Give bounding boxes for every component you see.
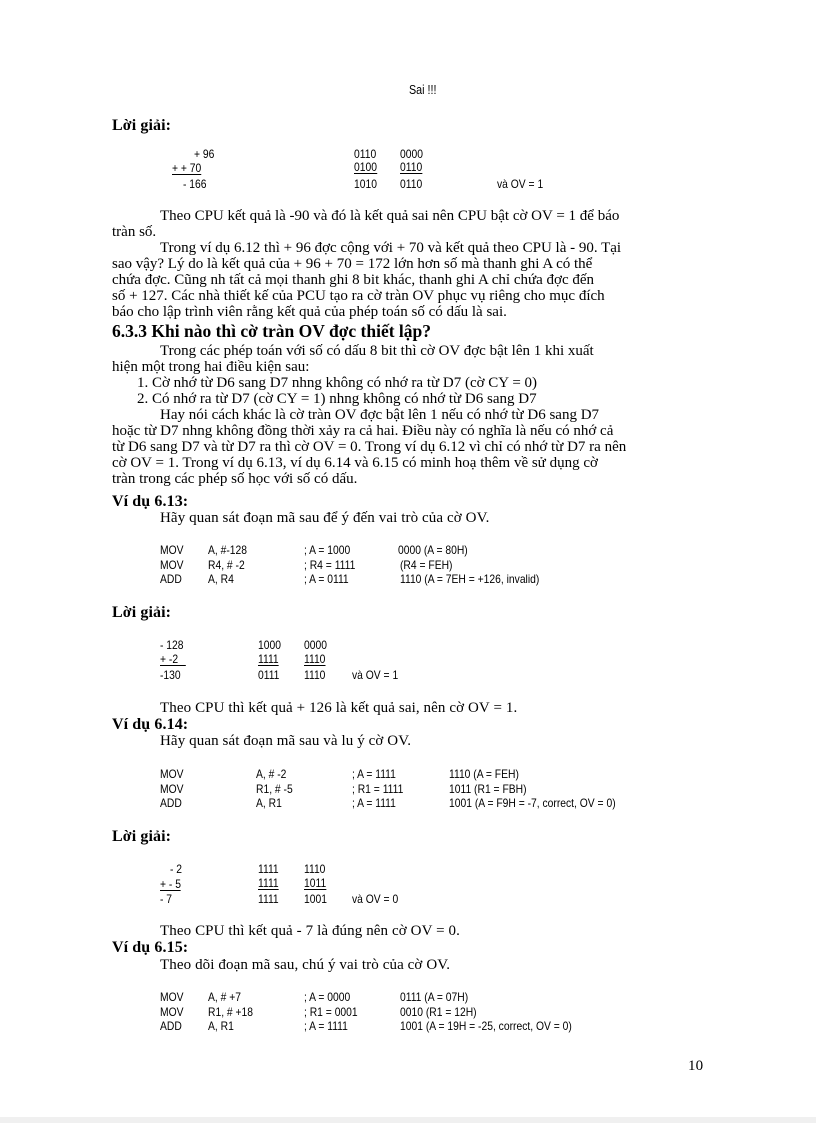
sol3-bin1-3: 1111 [258, 892, 279, 906]
page-number: 10 [688, 1058, 704, 1074]
example-6-15-desc: Theo dõi đoạn mã sau, chú ý vai trò của cờ OV. [160, 957, 451, 973]
code-args: A, #-128 [208, 543, 248, 557]
sol2-bin2-1: 0000 [304, 638, 327, 652]
sol2-dec-line-1: - 128 [160, 638, 184, 652]
sol3-bin2-2: 1011 [304, 876, 327, 890]
code-args: A, R4 [208, 572, 234, 586]
code-comment-tail: 1011 (R1 = FBH) [449, 782, 527, 796]
sol1-bin2-2: 0110 [400, 160, 423, 174]
sol2-dec-line-2: + -2 [160, 653, 186, 666]
code-op: ADD [160, 796, 182, 810]
code-comment: ; A = 1000 [304, 543, 351, 557]
code-op: MOV [160, 782, 184, 796]
code-op: MOV [160, 767, 184, 781]
sol2-bin2-2: 1110 [304, 652, 326, 666]
code-comment: ; A = 0000 [304, 990, 351, 1004]
sol1-dec-line-1: + 96 [194, 147, 215, 161]
code-comment-tail: 0000 (A = 80H) [398, 543, 468, 557]
section-title: 6.3.3 Khi nào thì cờ tràn OV đợc thiết lập? [112, 321, 432, 341]
sol3-dec-line-3: - 7 [160, 892, 173, 906]
sol1-dec-line-3: - 166 [183, 177, 207, 191]
sol2-bin1-3: 0111 [258, 668, 280, 682]
code-args: R1, # +18 [208, 1005, 254, 1019]
example-6-14-title: Ví dụ 6.14: [112, 716, 189, 733]
code-args: A, R1 [208, 1019, 234, 1033]
paragraph-3: Trong các phép toán với số có dấu 8 bit thì cờ OV đợc bật lên 1 khi xuất hiện một trong hai điều kiện sau: [112, 343, 594, 375]
code-comment-tail: 1110 (A = 7EH = +126, invalid) [400, 572, 540, 586]
condition-2: 2. Có nhớ ra từ D7 (cờ CY = 1) nhng không có nhớ từ D6 sang D7 [137, 391, 537, 407]
condition-1: 1. Cờ nhớ từ D6 sang D7 nhng không có nhớ ra từ D7 (cờ CY = 0) [137, 375, 538, 391]
sol1-bin2-1: 0000 [400, 147, 423, 161]
sol3-bin1-1: 1111 [258, 862, 279, 876]
solution-3-title: Lời giải: [112, 828, 172, 845]
page-edge [0, 1117, 816, 1123]
sol2-result: và OV = 1 [352, 668, 399, 682]
code-comment: ; A = 1111 [304, 1019, 348, 1033]
sol1-bin1-1: 0110 [354, 147, 377, 161]
code-op: ADD [160, 1019, 182, 1033]
sol1-bin1-3: 1010 [354, 177, 377, 191]
paragraph-1: Theo CPU kết quả là -90 và đó là kết quả sai nên CPU bật cờ OV = 1 để báo tràn số. [112, 208, 620, 240]
solution-1-title: Lời giải: [112, 117, 172, 134]
example-6-15-title: Ví dụ 6.15: [112, 939, 189, 956]
code-args: A, # +7 [208, 990, 242, 1004]
sol3-dec-line-2: + - 5 [160, 877, 181, 891]
code-comment: ; R1 = 0001 [304, 1005, 358, 1019]
sol2-bin1-1: 1000 [258, 638, 281, 652]
code-comment: ; A = 0111 [304, 572, 349, 586]
sol1-bin1-2: 0100 [354, 160, 377, 174]
code-comment: ; A = 1111 [352, 796, 396, 810]
code-comment-tail: 1110 (A = FEH) [449, 767, 519, 781]
code-args: R1, # -5 [256, 782, 293, 796]
sol3-dec-line-1: - 2 [170, 862, 183, 876]
code-comment: ; R1 = 1111 [352, 782, 404, 796]
paragraph-5: Theo CPU thì kết quả + 126 là kết quả sai, nên cờ OV = 1. [160, 700, 518, 716]
sol2-dec-line-3: -130 [160, 668, 181, 682]
code-comment-tail: 1001 (A = F9H = -7, correct, OV = 0) [449, 796, 616, 810]
sol2-bin1-2: 1111 [258, 652, 279, 666]
code-args: A, # -2 [256, 767, 287, 781]
example-6-13-title: Ví dụ 6.13: [112, 493, 189, 510]
paragraph-4: Hay nói cách khác là cờ tràn OV đợc bật lên 1 nếu có nhớ từ D6 sang D7 hoặc từ D7 nhng không đồng thời xảy ra cả hai. Điều này có nghĩa là nếu có nhớ cả từ D6 sang D7 và từ D7 ra thì cờ OV = 0. Trong ví dụ 6.12 vì chỉ có nhớ từ D7 ra nên cờ OV = 1. Trong ví dụ 6.13, ví dụ 6.14 và 6.15 có minh hoạ thêm về sử dụng cờ tràn trong các phép số học với số có dấu. [112, 407, 627, 487]
example-6-13-desc: Hãy quan sát đoạn mã sau để ý đến vai trò của cờ OV. [160, 510, 490, 526]
code-comment-tail: 0111 (A = 07H) [400, 990, 469, 1004]
code-op: MOV [160, 558, 184, 572]
sol3-result: và OV = 0 [352, 892, 399, 906]
sol2-bin2-3: 1110 [304, 668, 326, 682]
code-comment-tail: 1001 (A = 19H = -25, correct, OV = 0) [400, 1019, 572, 1033]
sol3-bin2-1: 1110 [304, 862, 326, 876]
code-op: ADD [160, 572, 182, 586]
example-6-14-desc: Hãy quan sát đoạn mã sau và lu ý cờ OV. [160, 733, 412, 749]
code-args: R4, # -2 [208, 558, 245, 572]
sol3-bin1-2: 1111 [258, 876, 279, 890]
header-note: Sai !!! [409, 83, 437, 97]
code-comment: ; A = 1111 [352, 767, 396, 781]
code-op: MOV [160, 990, 184, 1004]
paragraph-6: Theo CPU thì kết quả - 7 là đúng nên cờ OV = 0. [160, 923, 460, 939]
conditions-list [137, 375, 537, 407]
code-comment: ; R4 = 1111 [304, 558, 356, 572]
sol3-bin2-3: 1001 [304, 892, 327, 906]
sol1-result: và OV = 1 [497, 177, 544, 191]
code-comment-tail: (R4 = FEH) [400, 558, 453, 572]
solution-2-title: Lời giải: [112, 604, 172, 621]
code-args: A, R1 [256, 796, 282, 810]
code-comment-tail: 0010 (R1 = 12H) [400, 1005, 477, 1019]
sol1-bin2-3: 0110 [400, 177, 423, 191]
code-op: MOV [160, 1005, 184, 1019]
code-op: MOV [160, 543, 184, 557]
sol1-dec-line-2: + + 70 [172, 161, 202, 175]
paragraph-2: Trong ví dụ 6.12 thì + 96 đợc cộng với + 70 và kết quả theo CPU là - 90. Tại sao vậy? Lý do là kết quả của + 96 + 70 = 172 lớn hơn số mà thanh ghi A có thể chứa đợc. Cũng nh tất cả mọi thanh ghi 8 bit khác, thanh ghi A chỉ chứa đợc đến số + 127. Các nhà thiết kế của PCU tạo ra cờ tràn OV phục vụ riêng cho mục đích báo cho lập trình viên rằng kết quả của phép toán số có dấu là sai. [112, 240, 622, 320]
